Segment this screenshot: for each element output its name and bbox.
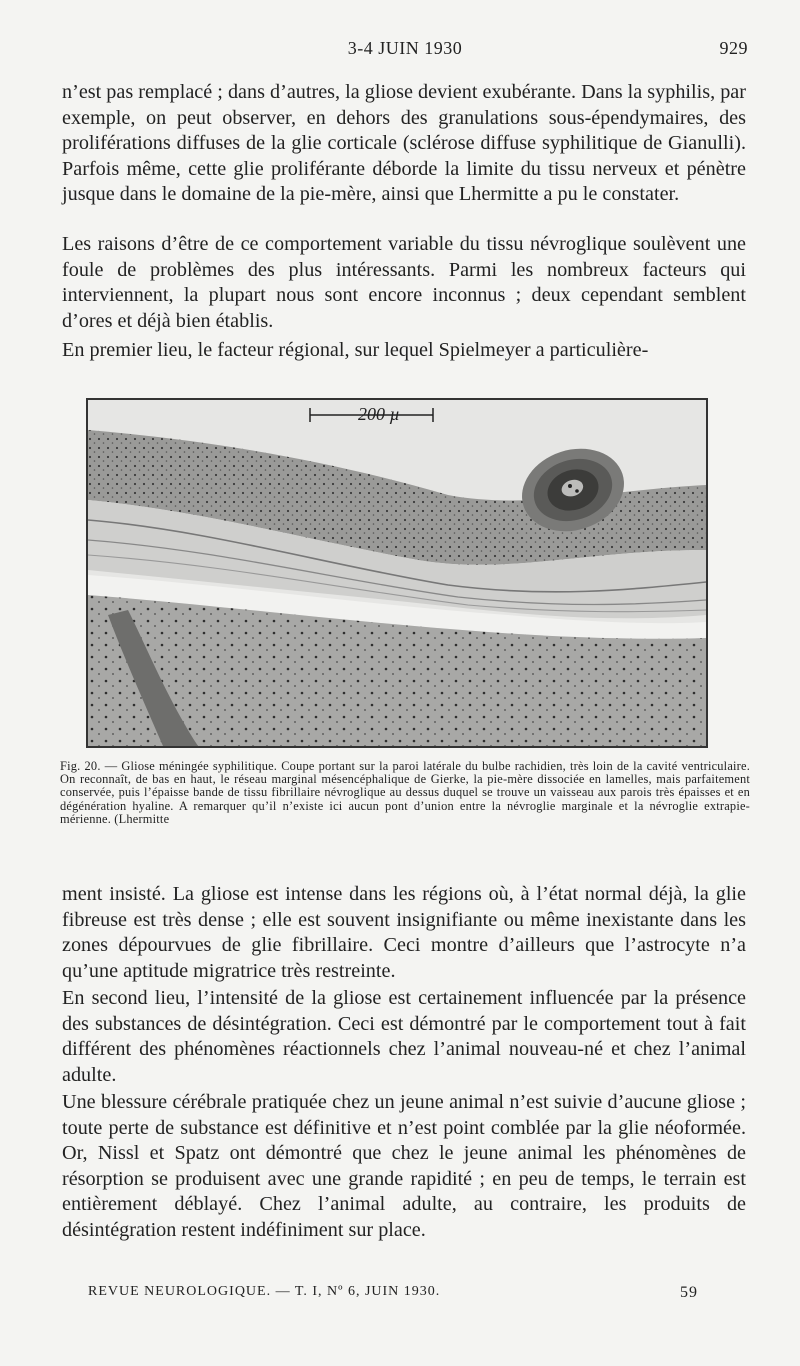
paragraph-facteur-regional: ment insisté. La gliose est intense dans les régions où, à l’état normal déjà, la glie fibreuse est très dense ; elle est souvent insignifiante ou même inexistante dans les zones dépourvues de glie fibrillaire. Ceci montre d’ailleurs que l’astrocyte n’a qu’une aptitude migratrice très restreinte. [62, 883, 746, 982]
paragraph-gliose-exuberante: n’est pas remplacé ; dans d’autres, la gliose devient exubérante. Dans la syphilis, par exemple, on peut observer, en dehors des granulations sous-épendymaires, des proliférations diffuses de la glie corticale (sclérose diffuse syphilitique de Gianulli). Parfois même, cette glie proliférante déborde la limite du tissu nerveux et pénètre jusque dans le domaine de la pie-mère, ainsi que Lhermitte a pu le constater. [62, 81, 746, 205]
figure-caption: Fig. 20. — Gliose méningée syphilitique. Coupe portant sur la paroi latérale du bulbe rachidien, très loin de la cavité ventriculaire. On reconnaît, de bas en haut, le réseau marginal mésencéphalique de Gierke, la pie-mère dissociée en lamelles, mais parfaitement conservée, puis l’épaisse bande de tissu fibrillaire névroglique au dessus duquel se trouve un vaisseau aux parois très épaisses et en dégénération hyaline. A remarquer qu’il n’existe ici aucun pont d’union entre la névroglie marginale et la névroglie extrapie-mérienne. (Lhermitte [60, 759, 750, 826]
page-number: 929 [719, 38, 748, 58]
sheet-number: 59 [680, 1284, 698, 1301]
paragraph-raisons: Les raisons d’être de ce comportement variable du tissu névroglique soulèvent une foule de problèmes des plus intéressants. Parmi les nombreux facteurs qui interviennent, la plupart nous sont encore inconnus ; deux cependant semblent d’ores et déjà bien établis. [62, 233, 746, 332]
histology-figure [86, 398, 708, 748]
issue-date: 3-4 JUIN 1930 [347, 38, 463, 58]
histology-illustration [88, 400, 706, 746]
running-header [60, 38, 750, 66]
paragraph-premier-lieu: En premier lieu, le facteur régional, sur lequel Spielmeyer a particulière- [62, 339, 649, 361]
scale-bar-label: 200 µ [358, 404, 400, 424]
journal-reference: REVUE NEUROLOGIQUE. — T. I, Nº 6, JUIN 1930. [88, 1284, 441, 1299]
paragraph-blessure-cerebrale: Une blessure cérébrale pratiquée chez un jeune animal n’est suivie d’aucune gliose ; toute perte de substance est définitive et n’est point comblée par la glie néoformée. Or, Nissl et Spatz ont démontré que chez le jeune animal les phénomènes de résorption se produisent avec une grande rapidité ; en peu de temps, le terrain est entièrement déblayé. Chez l’animal adulte, au contraire, les produits de désintégration restent indéfiniment sur place. [62, 1091, 746, 1241]
paragraph-second-lieu: En second lieu, l’intensité de la gliose est certainement influencée par la présence des substances de désintégration. Ceci est démontré par le comportement tout à fait différent des phénomènes réactionnels chez l’animal nouveau-né et chez l’animal adulte. [62, 987, 746, 1086]
